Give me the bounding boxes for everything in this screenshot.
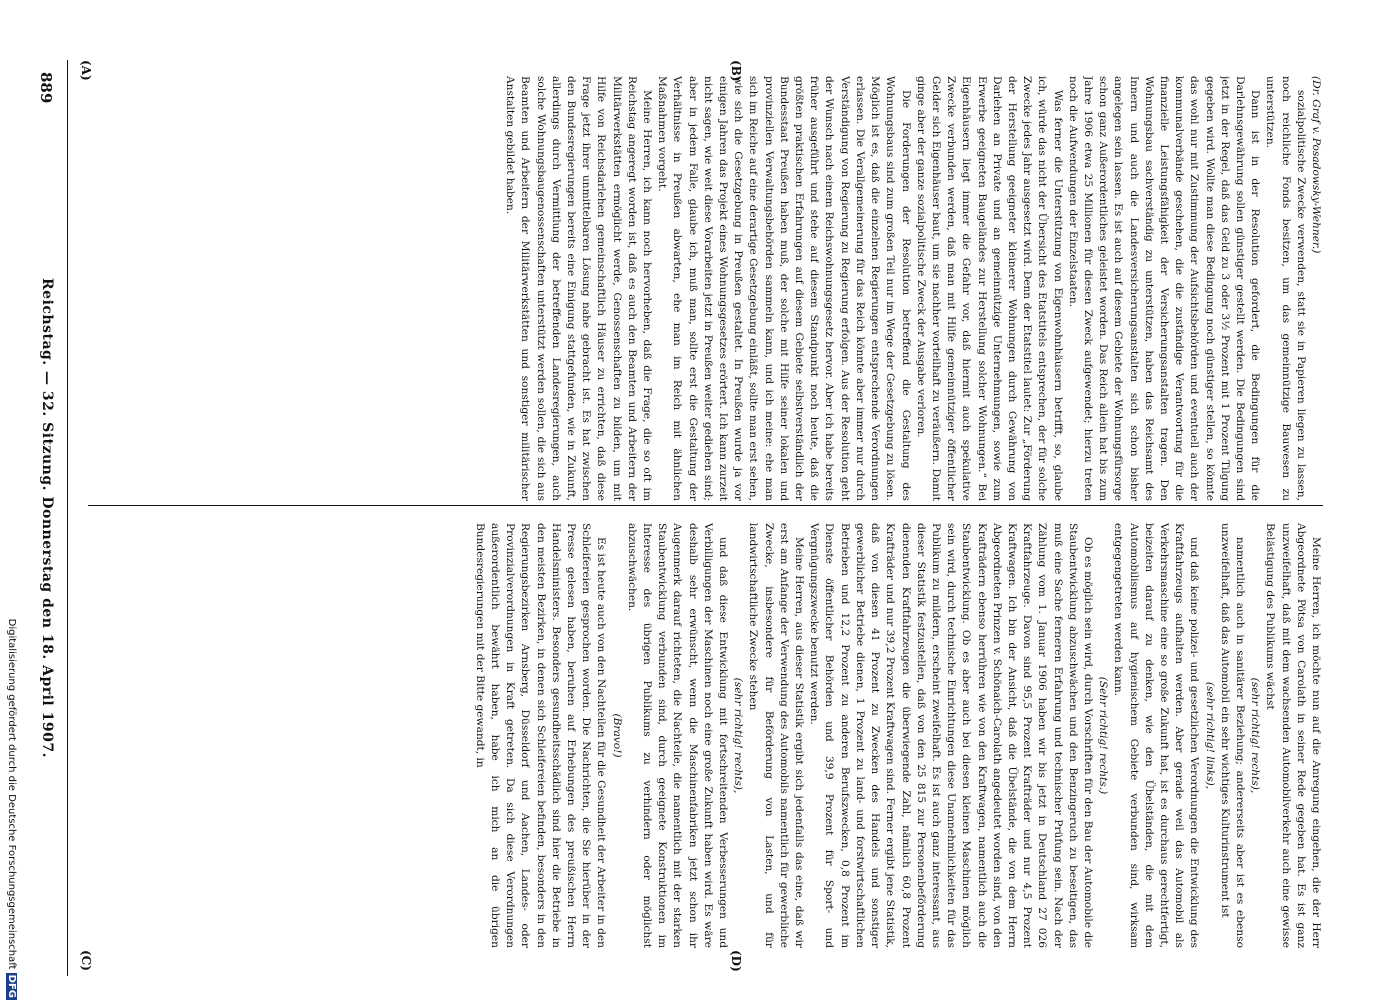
left-speaker-0: (Dr. Graf v. Posadowsky-Wehner.) [1310,76,1322,254]
credit-text: Digitalisierung gefördert durch die Deutsche Forschungsgemeinschaft [6,618,17,970]
right-para-11: Es ist heute auch von den Nachteilen für die Gesundheit der Arbeiter in den Schleifereien gesprochen worden. Die Nachrichten, die Sie hierüber in der Presse gelesen haben, beruhen auf Erhebungen des preußischen Herrn Handelsministers. Besonders gesundheitsschädlich sind hier die Betriebe in den meisten Bezirken, in denen sich Schleifereien befinden, besonders in den Regierungsbezirken Arnsberg, Düsseldorf und Aachen, Landes- oder Provinzialverordnungen in Kraft getreten. Da sich diese Verordnungen außerordentlich bewährt haben, habe ich mich an die übrigen Bundesregierungen mit der Bitte gewandt, in [473,523,608,948]
dfg-badge: DFG [6,974,17,998]
margin-mark-c: (C) [79,950,93,971]
right-para-2: namentlich auch in sanitärer Beziehung; andererseits aber ist es ebenso unzweifelhaft, daß das Automobil ein sehr wichtiges Kulturinstrument ist [1218,523,1246,948]
right-para-9: und daß diese Entwicklung mit fortschreitenden Verbesserungen und Verbilligungen der Maschinen noch eine große Zukunft haben wird. Es wäre deshalb sehr erwünscht, wenn die Maschinenfabriken jetzt schon ihr Augenmerk darauf richteten, die Nachteile, die namentlich mit der starken Staubentwicklung verbunden sind, durch geeignete Konstruktionen im Interesse des übrigen Publikums zu verhindern oder möglichst abzuschwächen. [625,523,730,948]
right-interject-8: (sehr richtig! rechts), [732,677,745,794]
left-para-2: Dann ist in der Resolution gefordert, die Bedingungen für die Darlehnsgewährung sollen günstiger gestellt werden. Die Bedingungen sind jetzt in der Regel, daß das Geld zu 3 oder 3½ Prozent mit 1 Prozent Tilgung gegeben wird. Wollte man diese Bedingung noch günstiger stellen, so könnte das wohl nur mit Zustimmung der Aufsichtsbehörden und eventuell auch der kommunalverbände geschehen, die die zuständige Verantwortung für die finanzielle Leistungsfähigkeit der Versicherungsanstalten tragen. Den Wohnungsbau sachverständig zu unterstützen, haben das Reichsamt des Innern und auch die Landesversicherungsanstalten sich schon bisher angelegen sein lassen. Es ist auch auf diesem Gebiete der Wohnungsfürsorge schon ganz Außerordentliches geleistet worden. Das Reich allein hat bis zum Jahre 1906 etwa 25 Millionen für diesen Zweck aufgewendet; hierzu treten noch die Aufwendungen der Einzelstaaten. [1066,76,1262,501]
left-para-4: Die Forderungen der Resolution betreffend die Gestaltung des Wohnungsbaus sind zum großen Teil nur im Wege der Gesetzgebung zu lösen. Möglich ist es, daß die einzelnen Regierungen entsprechende Verordnungen erlassen. Die Verallgemeinerung für das Reich könnte aber immer nur durch Verständigung von Regierung zu Regierung erfolgen. Aus der Resolution geht der Wunsch nach einem Reichswohnungsgesetz hervor. Aber ich habe bereits früher ausgeführt und stehe auf diesem Standpunkt noch heute, daß die größten praktischen Erfahrungen auf diesem Gebiete selbstverständlich der Bundesstaat Preußen haben muß, der solche mit Hilfe seiner lokalen und provinziellen Verwaltungsbehörden sammeln kann, und ich meine: ehe man sich im Reiche auf eine derartige Gesetzgebung einläßt, sollte man erst sehen, wie sich die Gesetzgebung in Preußen gestaltet. In Preußen wurde ja vor einigen Jahren das Projekt eines Wohnungsgesetzes erörtert. Ich kann zurzeit nicht sagen, wie weit diese Vorarbeiten jetzt in Preußen weiter gediehen sind; aber in jedem Falle, glaube ich, muß man, sollte erst die Gestaltung der Verhältnisse in Preußen abwarten, ehe man im Reich mit ähnlichen Maßnahmen vorgeht. [656,76,912,501]
right-interject-3: (sehr richtig! links), [1203,681,1216,790]
left-para-1: sozialpolitische Zwecke verwenden, statt sie in Papieren liegen zu lassen, noch reichliche Fonds besitzen, um das gemeinnützige Bauwesen zu unterstützen. [1264,76,1307,501]
right-column [88,523,1323,948]
margin-mark-d: (D) [729,950,743,972]
page-header [29,60,55,976]
side-credit [1,0,17,1000]
left-column [88,76,1323,501]
right-para-6: Ob es möglich sein wird, durch Vorschriften für den Bau der Automobile die Staubentwicklung abzuschwächen und den Benzingeruch zu beseitigen, das muß eine Sache ferneren Erfahrung und technischer Prüfung sein. Nach der Zählung vom 1. Januar 1906 haben wir bis jetzt in Deutschland 27 026 Kraftfahrzeuge. Davon sind 95,5 Prozent Krafträder und nur 4,5 Prozent Kraftwagen. Ich bin der Ansicht, daß die Übelstände, die von dem Herrn Abgeordneten Prinzen v. Schönaich-Carolath angedeutet worden sind, von den Krafträdern ebenso herrühren wie von den Kraftwagen, namentlich auch die Staubentwicklung. Ob es aber auch bei diesen kleinen Maschinen möglich sein wird, durch technische Einrichtungen diese Unannehmlichkeiten für das Publikum zu mildern, erscheint zweifelhaft. Es ist auch ganz interessant, aus dieser Statistik festzustellen, daß von den 25 815 zur Personenbeförderung dienenden Kraftfahrzeugen die überwiegende Zahl, nämlich 60,8 Prozent Krafträder und nur 39,2 Prozent Kraftwagen sind. Ferner ergibt jene Statistik, daß von diesen 41 Prozent zu Zwecken des Handels und sonstiger gewerblicher Betriebe dienen, 1 Prozent zu land- und forstwirtschaftlichen Betrieben und 12,2 Prozent zu anderen Berufszwecken, 0,8 Prozent im Dienste öffentlicher Behörden und 39,9 Prozent für Sport- und Vergnügungszwecke benutzt werden. [808,523,1094,948]
left-para-3: Was ferner die Unterstützung von Eigenwohnhäusern betrifft, so, glaube ich, würde das nicht der Übersicht des Etatstitels entsprechen, der für solche Zwecke jedes Jahr ausgesetzt wird. Denn der Etatstitel lautet: Zur „Förderung der Herstellung geeigneter kleinerer Wohnungen durch Gewährung von Darlehen an Private und an gemeinnützige Unternehmungen, sowie zum Erwerbe geeigneten Baugeländes zur Herstellung solcher Wohnungen.“ Bei Eigenhäusern liegt immer die Gefahr vor, daß hiermit auch spekulative Zwecke verbunden werden, daß man mit Hilfe gemeinnütziger öffentlicher Gelder sich Eigenhäuser baut, um sie nachher vorteilhaft zu veräußern. Damit ginge aber der ganze sozialpolitische Zweck der Ausgabe verloren. [914,76,1064,501]
right-interject-5: (Sehr richtig! rechts.) [1097,676,1110,795]
right-para-7: Meine Herren, aus dieser Statistik ergibt sich jedenfalls das eine, daß wir erst am Anfange der Verwendung des Automobils namentlich für gewerbliche Zwecke, insbesondere für Beförderung von Lasten, und für landwirtschaftliche Zwecke stehen [747,523,806,948]
left-para-5: Meine Herren, ich kann noch hervorheben, daß die Frage, die so oft im Reichstag angeregt worden ist, daß es auch den Beamten und Arbeitern der Militärwerkstätten ermöglicht werde, Genossenschaften zu bilden, um mit Hilfe von Reichsdarlehen gemeinschaftlich Häuser zu errichten, daß diese Frage jetzt ihrer unmittelbaren Lösung nahe gebracht ist. Es hat zwischen den Bundesregierungen bereits eine Einigung stattgefunden, wie in Zukunft, allerdings durch Vermittlung der betreffenden Landesregierungen, auch solche Wohnungsbaugenossenschaften unterstützt werden sollen, die sich aus Beamten und Arbeitern der Militärwerkstätten und sonstiger militärischer Anstalten gebildet haben. [504,76,654,501]
margin-mark-b: (B) [729,60,743,82]
running-head: Reichstag. — 32. Sitzung. Donnerstag den 18. April 1907. [39,278,55,758]
header-rule [67,60,68,976]
right-para-4: und daß keine polizei- und gesetzlichen Verordnungen die Entwicklung des Kraftfahrzeugs aufhalten werden. Aber gerade weil das Automobil als Verkehrsmaschine eine so große Zukunft hat, ist es durchaus gerechtfertigt, beizeiten darauf zu denken, wie den Übelständen, die mit dem Automobilismus auf hygienischem Gebiete verbunden sind, wirksam entgegengetreten werden kann. [1112,523,1201,948]
right-interject-1: (sehr richtig! rechts), [1249,677,1262,794]
right-interject-10: (Bravo!) [610,713,623,758]
right-para-0: Meine Herren, ich möchte nun auf die Anregung eingehen, die der Herr Abgeordnete Pötsa von Carolath in seiner Rede gegeben hat. Es ist ganz unzweifelhaft, daß mit dem wachsenden Automobilverkehr auch eine gewisse Belästigung des Publikums wächst [1264,523,1322,948]
column-divider [88,505,1323,506]
page-number: 889 [37,72,55,104]
margin-mark-a: (A) [79,60,93,81]
